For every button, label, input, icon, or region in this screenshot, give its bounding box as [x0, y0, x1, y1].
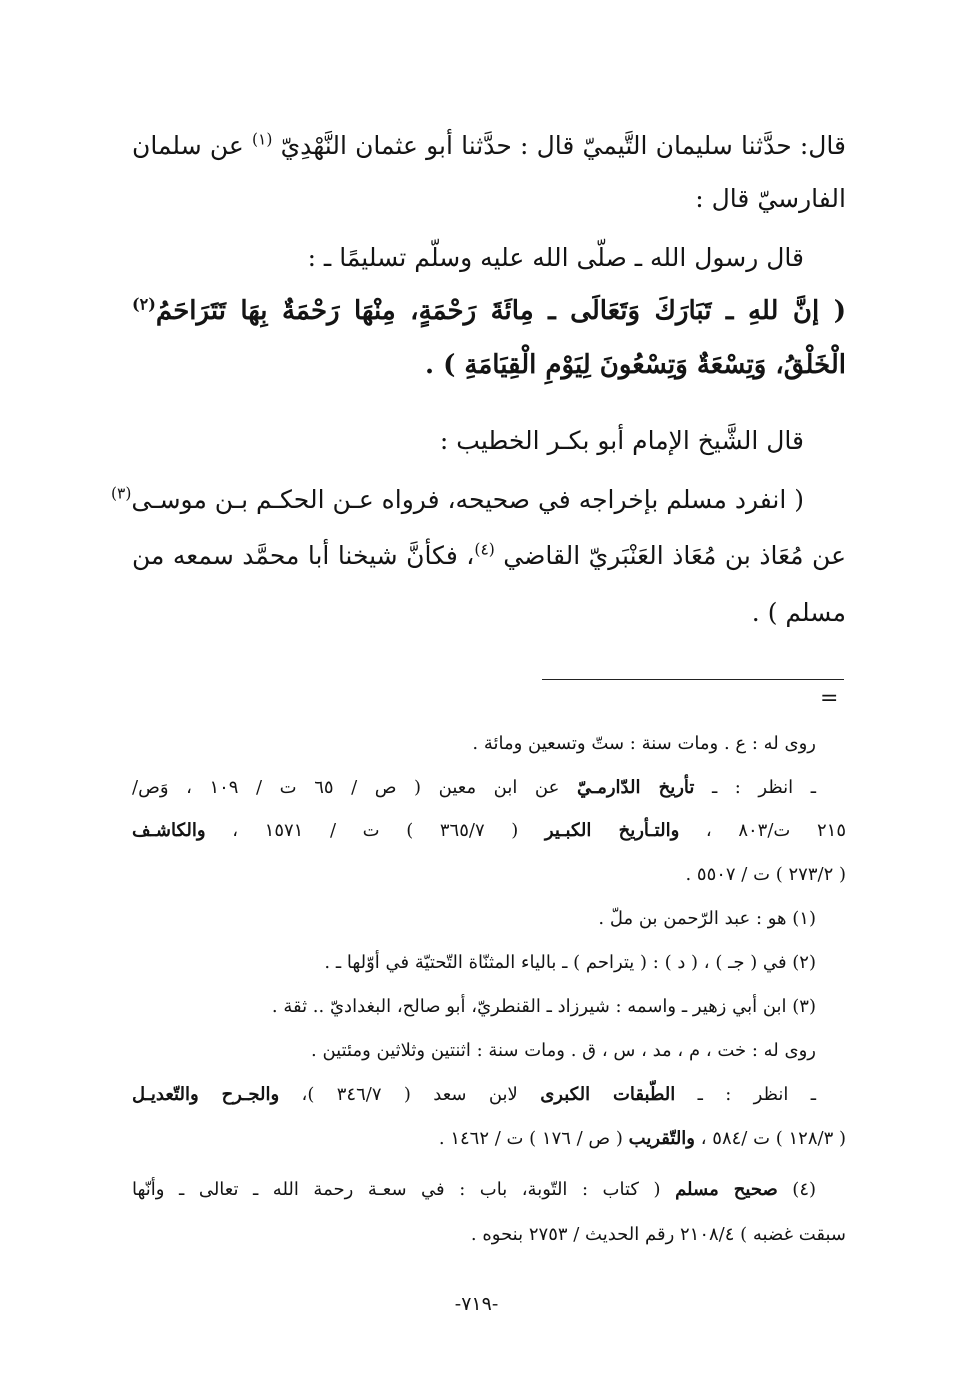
footnote-ref[interactable]: (١) [251, 130, 273, 149]
text-run: لابن سعد ( ٣٤٦/٧ )، [279, 1084, 541, 1105]
text-run: عن مُعَاذ بن مُعَاذ العَنْبَريّ القاضي [494, 541, 846, 570]
footnote-4 [132, 1181, 816, 1199]
footnote-line: ( ٢٧٣/٢ ) ت / ٥٥٠٧ . [685, 864, 846, 885]
text-run: ( انفرد مسلم بإخراجه في صحيحه، فرواه عـن الحكـم بـن موسـى [131, 485, 804, 514]
footnote-line: سبقت غضبه ) ٢١٠٨/٤ رقم الحديث / ٢٧٥٣ بنحوه . [470, 1224, 846, 1245]
footnote-line: روى له : خت ، م ، مد ، س ، ق . ومات سنة : اثنتين وثلاثين ومئتين . [311, 1040, 816, 1061]
footnote-line: روى له : ع . ومات سنة : ستّ وتسعين ومائة . [472, 733, 816, 754]
paragraph-line: مسلم ) . [751, 598, 846, 627]
book-title: تأريخ الدّارمـيّ [576, 777, 695, 798]
text-run: ( إنَّ للهِ ـ تَبَارَكَ وَتَعَالَى ـ مِائَةَ رَحْمَةٍ، مِنْهَا رَحْمَةٌ بِهَا تَتَرَاحَمُ [155, 296, 846, 326]
footnote-line [132, 1086, 816, 1104]
footnote-ref[interactable]: (٢) [132, 294, 156, 314]
book-title: والتّقريب [628, 1128, 696, 1149]
text-run: ـ انظر : ـ [694, 777, 816, 798]
footnote-ref[interactable]: (٣) [110, 484, 132, 503]
hadith-line: الْخَلْقُ، وَتِسْعَةٌ وَتِسْعُونَ لِيَوْمِ الْقِيَامَةِ ) . [424, 350, 846, 380]
text-run: قال: حدَّثنا سليمان التَّيميّ قال : حدَّثنا أبو عثمان النَّهْدِيّ [272, 131, 846, 160]
footnote-line [132, 779, 816, 797]
page-number: -٧١٩- [454, 1293, 499, 1315]
book-title: والجـرح والتّعديـل [132, 1084, 280, 1105]
text-run: ، فكأنَّ شيخنا أبا محمَّد سمعه من [132, 541, 475, 570]
paragraph-line: الفارسيّ قال : [695, 184, 846, 213]
footnote-ref[interactable]: (٤) [474, 540, 495, 559]
text-run: ـ انظر : ـ [675, 1084, 816, 1105]
book-title: الطّبقات الكبرى [540, 1084, 676, 1105]
book-title: والتـأريخ الكبـير [544, 820, 680, 841]
footnotes [132, 0, 846, 1290]
book-title: صحيح مسلم [675, 1179, 778, 1200]
continuation-marker: = [820, 686, 839, 711]
text-run: ( ص / ١٧٦ ) ت / ١٤٦٢ . [438, 1128, 629, 1149]
footnote-1: (١) هو : عبد الرّحمن بن ملّ . [598, 908, 816, 929]
text-run: ( ١٢٨/٣ ) ت /٥٨٤ ، [695, 1128, 846, 1149]
text-run: ( ٣٦٥/٧ ) ت / ١٥٧١ ، [205, 820, 545, 841]
text-run: عن سلمان [132, 131, 252, 160]
text-run: ٢١٥ ت/٨٠٣ ، [679, 820, 846, 841]
footnote-line [132, 822, 846, 840]
paragraph-line: قال الشَّيخ الإمام أبو بكـر الخطيب : [439, 426, 804, 455]
footnote-2: (٢) في ( جـ ) ، ( د ) : ( يتراحم ) ـ بالياء المثنّاة التّحتيّة في أوّلها ـ . [324, 952, 816, 973]
text-run: ( كتاب : التّوبة، باب : في سعـة رحمة الله ـ تعالى ـ وأنّها [132, 1179, 676, 1200]
footnote-line [439, 1130, 846, 1148]
book-title: والكاشـف [132, 820, 206, 841]
paragraph-line: قال رسول الله ـ صلّى الله عليه وسلّم تسليمًا ـ : [307, 243, 804, 272]
text-run: (٤) [777, 1179, 817, 1200]
footnote-3: (٣) ابن أبي زهير ـ واسمه : شيرزاد ـ القنطريّ، أبو صالح، البغداديّ .. ثقة . [271, 996, 816, 1017]
text-run: عن ابن معين ( ص / ٦٥ ت / ١٠٩ ، وَص/ [132, 777, 577, 798]
